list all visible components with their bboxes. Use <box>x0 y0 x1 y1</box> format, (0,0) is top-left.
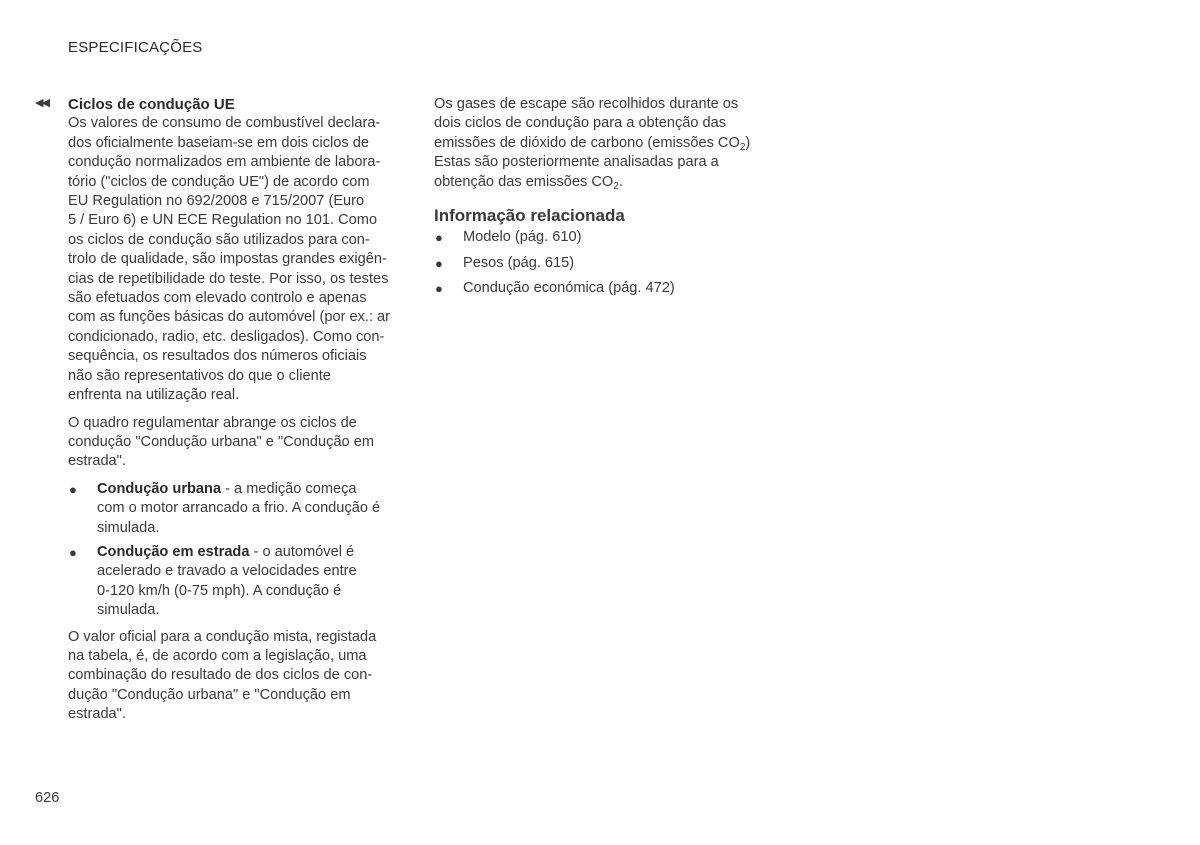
bullet-icon: ● <box>435 230 443 246</box>
intro-paragraph: Os valores de consumo de combustível declara- dos oficialmente baseiam-se em dois ciclos de condução normalizados em ambiente de labora- tório ("ciclos de condução UE") de acordo com EU Regulation no 692/2008 e 715/2007 (Euro 5 / Euro 6) e UN ECE Regulation no 101. Como os ciclos de condução são utilizados para con- trolo de qualidade, são impostas grandes exigên- cias de repetibilidade do teste. Por isso, os testes são efetuados com elevado controlo e apenas com as funções básicas do automóvel (por ex.: ar condicionado, radio, etc. desligados). Como con- sequência, os resultados dos números oficiais não são representativos do que o cliente enfrenta na utilização real. <box>68 115 391 404</box>
related-link[interactable]: Modelo (pág. 610) <box>463 229 582 246</box>
continuation-icon: ◀◀ <box>35 97 48 109</box>
list-item: ● Condução urbana - a medição começa com o motor arrancado a frio. A condução é simulada. <box>69 480 381 536</box>
official-value-paragraph: O valor oficial para a condução mista, registada na tabela, é, de acordo com a legislação, uma combinação do resultado de dos ciclos de con- dução "Condução urbana" e "Condução em estrada". <box>68 628 377 723</box>
left-column <box>68 95 406 733</box>
bullet-term: Condução urbana <box>97 480 222 497</box>
exhaust-paragraph: Os gases de escape são recolhidos durante os dois ciclos de condução para a obtenção das emissões de dióxido de carbono (emissões $CO_2$) Estas são posteriormente analisadas para a obtenção das emissões $CO_2$. <box>434 96 751 192</box>
page-number: 626 <box>35 790 60 806</box>
bullet-term: Condução em estrada <box>97 543 250 560</box>
bullet-icon: ● <box>69 544 77 560</box>
list-item: ● Condução em estrada - o automóvel é acelerado e travado a velocidades entre 0-120 km/h (0-75 mph). A condução é simulada. <box>69 543 357 619</box>
bullet-icon: ● <box>69 481 77 497</box>
related-info-heading: Informação relacionada <box>434 206 625 226</box>
framework-paragraph: O quadro regulamentar abrange os ciclos de condução "Condução urbana" e "Condução em estrada". <box>68 414 375 470</box>
bullet-icon: ● <box>435 255 443 271</box>
right-column <box>434 95 774 305</box>
section-title: ESPECIFICAÇÕES <box>68 39 203 56</box>
related-link-item[interactable] <box>434 228 774 254</box>
bullet-icon: ● <box>435 281 443 297</box>
related-link[interactable]: Condução económica (pág. 472) <box>463 280 675 297</box>
section-heading: Ciclos de condução UE <box>68 96 235 113</box>
related-link-item[interactable] <box>434 279 774 305</box>
driving-cycles-list <box>68 480 406 621</box>
related-links-list <box>434 228 774 305</box>
related-link[interactable]: Pesos (pág. 615) <box>463 254 575 271</box>
related-link-item[interactable] <box>434 254 774 280</box>
